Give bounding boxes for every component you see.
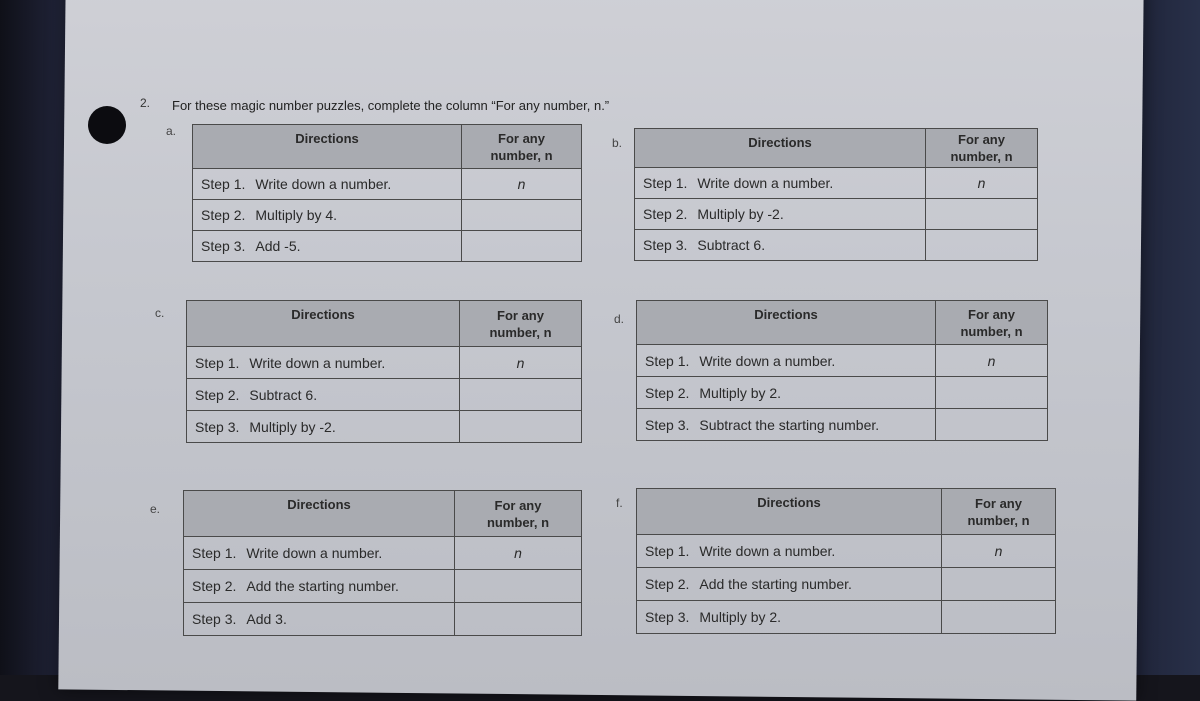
step-3-answer-cell[interactable] (942, 601, 1056, 634)
directions-header: Directions (635, 129, 926, 168)
puzzle-label-d: d. (614, 312, 625, 326)
step-3-direction: Step 3. Subtract 6. (635, 230, 926, 261)
step-1-answer-cell[interactable]: n (455, 537, 582, 570)
step-1-direction: Step 1. Write down a number. (637, 345, 936, 377)
step-2-answer-cell[interactable] (462, 200, 582, 231)
step-3-answer-cell[interactable] (462, 231, 582, 262)
binder-hole (88, 106, 126, 144)
step-2-answer-cell[interactable] (942, 568, 1056, 601)
step-2-answer-cell[interactable] (455, 570, 582, 603)
directions-header: Directions (637, 301, 936, 345)
step-1-direction: Step 1. Write down a number. (184, 537, 455, 570)
step-3-direction: Step 3. Subtract the starting number. (637, 409, 936, 441)
step-3-answer-cell[interactable] (926, 230, 1038, 261)
puzzle-label-a: a. (166, 124, 177, 138)
step-1-answer-cell[interactable]: n (942, 535, 1056, 568)
for-any-number-header: For any number, n (462, 125, 582, 169)
for-any-number-header: For any number, n (942, 489, 1056, 535)
directions-header: Directions (184, 491, 455, 537)
puzzle-table-c (186, 300, 582, 443)
directions-header: Directions (637, 489, 942, 535)
step-1-direction: Step 1. Write down a number. (637, 535, 942, 568)
puzzle-label-c: c. (155, 306, 165, 320)
step-3-direction: Step 3. Multiply by 2. (637, 601, 942, 634)
step-3-direction: Step 3. Add 3. (184, 603, 455, 636)
step-1-direction: Step 1. Write down a number. (635, 168, 926, 199)
step-1-answer-cell[interactable]: n (936, 345, 1048, 377)
directions-header: Directions (187, 301, 460, 347)
step-2-direction: Step 2. Add the starting number. (637, 568, 942, 601)
step-3-direction: Step 3. Multiply by -2. (187, 411, 460, 443)
step-3-answer-cell[interactable] (460, 411, 582, 443)
step-2-answer-cell[interactable] (936, 377, 1048, 409)
step-2-direction: Step 2. Multiply by 2. (637, 377, 936, 409)
step-2-direction: Step 2. Multiply by 4. (193, 200, 462, 231)
puzzle-table-b (634, 128, 1038, 261)
step-2-direction: Step 2. Multiply by -2. (635, 199, 926, 230)
puzzle-label-f: f. (616, 496, 623, 510)
step-2-direction: Step 2. Subtract 6. (187, 379, 460, 411)
puzzle-table-e (183, 490, 582, 636)
step-1-answer-cell[interactable]: n (460, 347, 582, 379)
puzzle-label-b: b. (612, 136, 623, 150)
step-2-answer-cell[interactable] (460, 379, 582, 411)
puzzle-table-d (636, 300, 1048, 441)
step-1-direction: Step 1. Write down a number. (193, 169, 462, 200)
for-any-number-header: For any number, n (460, 301, 582, 347)
step-1-answer-cell[interactable]: n (926, 168, 1038, 199)
puzzle-table-a (192, 124, 582, 262)
step-2-direction: Step 2. Add the starting number. (184, 570, 455, 603)
for-any-number-header: For any number, n (926, 129, 1038, 168)
question-number: 2. (140, 96, 151, 110)
directions-header: Directions (193, 125, 462, 169)
question-instruction: For these magic number puzzles, complete the column “For any number, n.” (172, 98, 610, 113)
step-2-answer-cell[interactable] (926, 199, 1038, 230)
for-any-number-header: For any number, n (936, 301, 1048, 345)
step-1-answer-cell[interactable]: n (462, 169, 582, 200)
puzzle-table-f (636, 488, 1056, 634)
step-3-direction: Step 3. Add -5. (193, 231, 462, 262)
step-1-direction: Step 1. Write down a number. (187, 347, 460, 379)
step-3-answer-cell[interactable] (455, 603, 582, 636)
step-3-answer-cell[interactable] (936, 409, 1048, 441)
for-any-number-header: For any number, n (455, 491, 582, 537)
puzzle-label-e: e. (150, 502, 161, 516)
